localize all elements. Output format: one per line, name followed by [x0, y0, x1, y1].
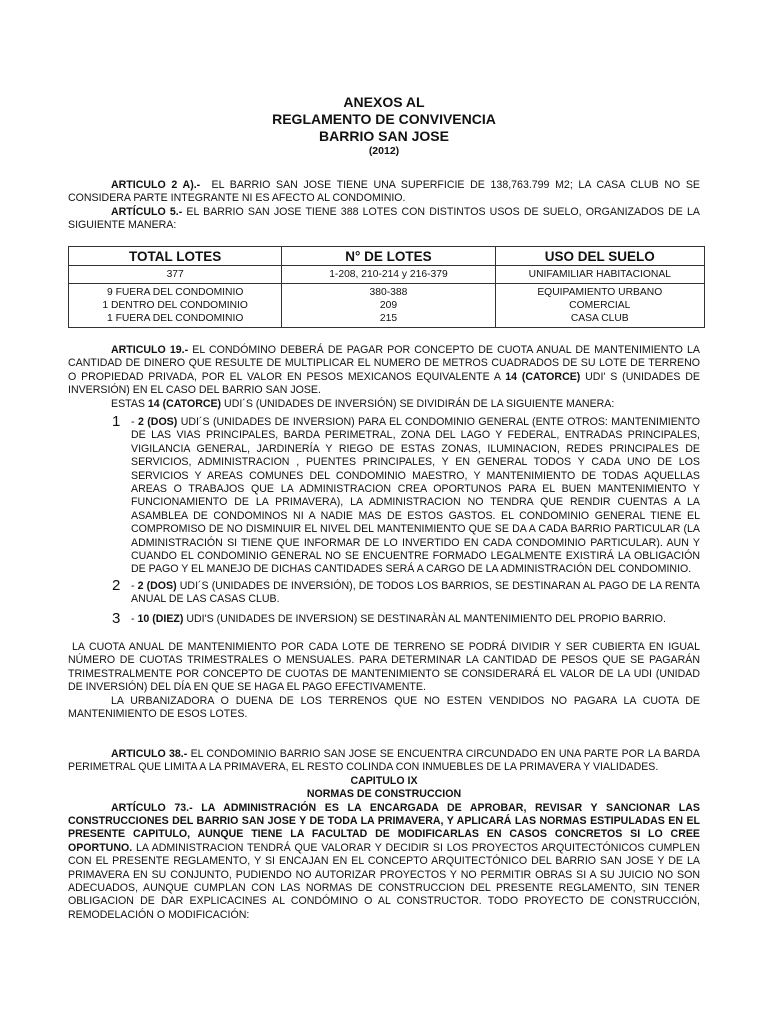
- article-38-label: ARTICULO 38.-: [111, 748, 188, 760]
- article-19-bold-a: 14 (CATORCE): [505, 370, 581, 383]
- article-2: [68, 179, 700, 206]
- table-header-row: [69, 247, 705, 266]
- cell-line: 1 DENTRO DEL CONDOMINIO: [102, 300, 248, 311]
- list-dash: -: [131, 580, 138, 592]
- article-19-text-a: EL CONDÓMINO DEBERÁ DE PAGAR POR CONCEPTO DE CUOTA ANUAL DE MANTENIMIENTO LA CANTIDAD DE DINERO QUE RESULTE DE MULTIPLICAR EL NUMERO DE METROS CUADRADOS DE SU LOTE DE TERRENO O PROPIEDAD PRIVADA, POR EL VALOR EN PESOS MEXICANOS EQUIVALENTE A: [68, 344, 700, 383]
- table-cell: UNIFAMILIAR HABITACIONAL: [495, 266, 704, 284]
- list-item-body: UDI'S (UNIDADES DE INVERSION) SE DESTINARÀN AL MANTENIMIENTO DEL PROPIO BARRIO.: [186, 613, 666, 625]
- list-item-bold: 2 (DOS): [137, 416, 178, 428]
- cell-line: 9 FUERA DEL CONDOMINIO: [106, 287, 244, 298]
- table-cell: [495, 284, 704, 328]
- division-list-3: [68, 610, 700, 627]
- article-38: [68, 748, 700, 775]
- table-cell: [69, 284, 282, 328]
- article-19-text-b: UDI' S (UNIDADES DE INVERSIÓN) EN EL CASO DEL BARRIO SAN JOSE.: [68, 370, 700, 397]
- list-item: [68, 413, 700, 577]
- estas-post: UDI´S (UNIDADES DE INVERSIÓN) SE DIVIDIRÁN DE LA SIGUIENTE MANERA:: [224, 397, 615, 410]
- article-73-text: LA ADMINISTRACION TENDRÁ QUE VALORAR Y DECIDIR SI LOS PROYECTOS ARQUITECTÓNICOS CUMPLEN CON EL PRESENTE REGLAMENTO, Y SI ENCAJAN EN EL CONCEPTO ARQUITECTÓNICO DEL BARRIO SAN JOSE Y DE LA PRIMAVERA EN SU CONJUNTO, PUDIENDO NO AUTORIZAR PROYECTOS Y NO PERMITIR OBRAS SI A SU JUICIO NO SON ADECUADOS, AUNQUE CUMPLAN CON LAS NORMAS DE CONSTRUCCION DEL PRESENTE REGLAMENTO, SIN TENER OBLIGACION DE DAR EXPLICACINES AL CONDÓMINO O AL CONSTRUCTOR. TODO PROYECTO DE CONSTRUCCIÓN, REMODELACIÓN O MODIFICACIÓN:: [68, 841, 700, 921]
- list-dash: -: [131, 416, 138, 428]
- list-item-bold: 2 (DOS): [137, 580, 177, 592]
- list-item-text: [131, 580, 700, 607]
- chapter-title: CAPITULO IX: [350, 774, 418, 787]
- header-numero-lotes: N° DE LOTES: [282, 247, 495, 266]
- article-2-label: ARTICULO 2 A).-: [111, 179, 201, 191]
- cell-line: 209: [379, 300, 398, 311]
- list-item: [68, 610, 700, 627]
- header-total-lotes: TOTAL LOTES: [69, 247, 282, 266]
- list-number: 1: [112, 413, 121, 430]
- list-item-text: [131, 416, 700, 577]
- list-item-body: UDI´S (UNIDADES DE INVERSIÓN), DE TODOS LOS BARRIOS, SE DESTINARAN AL PAGO DE LA RENTA ANUAL DE LAS CASAS CLUB.: [131, 580, 700, 606]
- cell-line: 380-388: [369, 287, 408, 298]
- article-19-block: [68, 344, 700, 411]
- division-list-2: [68, 577, 700, 607]
- urbanizadora-paragraph: LA URBANIZADORA O DUENA DE LOS TERRENOS QUE NO ESTEN VENDIDOS NO PAGARA LA CUOTA DE MANTENIMIENTO DE ESOS LOTES.: [68, 694, 700, 721]
- article-38-text: EL CONDOMINIO BARRIO SAN JOSE SE ENCUENTRA CIRCUNDADO EN UNA PARTE POR LA BARDA PERIMETRAL QUE LIMITA A LA PRIMAVERA, EL RESTO COLINDA CON INMUEBLES DE LA PRIMAVERA Y VIALIDADES.: [68, 748, 700, 774]
- title-year: (2012): [368, 145, 400, 157]
- estas-bold: 14 (CATORCE): [147, 397, 222, 410]
- cuota-paragraph: LA CUOTA ANUAL DE MANTENIMIENTO POR CADA LOTE DE TERRENO SE PODRÁ DIVIDIR Y SER CUBIERTA EN IGUAL NÚMERO DE CUOTAS TRIMESTRALES O MENSUALES. PARA DETERMINAR LA CANTIDAD DE PESOS QUE SE PAGARÁN TRIMESTRALMENTE POR CONCEPTO DE CUOTAS DE MANTENIMIENTO SE CONSIDERARÁ EL VALOR DE LA UDI (UNIDAD DE INVERSIÓN) DEL DÍA EN QUE SE HAGA EL PAGO EFECTIVAMENTE.: [68, 641, 700, 694]
- header-uso-suelo: USO DEL SUELO: [495, 247, 704, 266]
- document-title: [0, 94, 768, 158]
- list-dash: -: [131, 613, 138, 625]
- article-5-text: EL BARRIO SAN JOSE TIENE 388 LOTES CON DISTINTOS USOS DE SUELO, ORGANIZADOS DE LA SIGUIENTE MANERA:: [68, 205, 700, 232]
- title-line-2: REGLAMENTO DE CONVIVENCIA: [272, 111, 496, 127]
- table-row: [69, 266, 705, 284]
- article-2-text: EL BARRIO SAN JOSE TIENE UNA SUPERFICIE DE 138,763.799 M2; LA CASA CLUB NO SE CONSIDERA PARTE INTEGRANTE NI ES AFECTO AL CONDOMINIO.: [68, 179, 700, 205]
- list-number: 2: [112, 577, 121, 594]
- article-38-block: [68, 748, 700, 922]
- estas-pre: ESTAS: [111, 397, 145, 410]
- article-19: [68, 344, 700, 398]
- table-cell: 1-208, 210-214 y 216-379: [282, 266, 495, 284]
- list-item-text: [131, 613, 700, 626]
- list-number: 3: [112, 610, 121, 627]
- cuota-block: [68, 641, 700, 721]
- article-19-division: [68, 398, 700, 411]
- table-cell: 377: [69, 266, 282, 284]
- chapter-subtitle: NORMAS DE CONSTRUCCION: [306, 788, 462, 801]
- table-cell: [282, 284, 495, 328]
- article-19-label: ARTICULO 19.-: [111, 344, 189, 356]
- article-5-label: ARTÍCULO 5.-: [111, 205, 183, 218]
- cell-line: 1 FUERA DEL CONDOMINIO: [106, 313, 244, 324]
- cell-line: 215: [379, 313, 398, 324]
- table-row: [69, 284, 705, 328]
- article-5: [68, 206, 700, 233]
- title-line-1: ANEXOS AL: [343, 94, 425, 110]
- cell-line: CASA CLUB: [570, 313, 629, 324]
- list-item-body: UDI´S (UNIDADES DE INVERSION) PARA EL CONDOMINIO GENERAL (ENTE OTROS: MANTENIMIENTO DE LAS VIAS PRINCIPALES, BARDA PERIMETRAL, ZONA DEL LAGO Y FEDERAL, ENTRADAS PRINCIPALES, VIGILANCIA GENERAL, JARDINERÍA Y RIEGO DE ESTAS ZONAS, ILUMINACION, REDES PRINCIPALES DE SERVICIOS, ADMINISTRACION , PUENTES PRINCIPALES, Y EN GENERAL TODOS Y CADA UNO DE LOS SERVICIOS Y AREAS COMUNES DEL CONDOMINIO MAESTRO, Y MANTENIMIENTO DE TODAS AQUELLAS AREAS O TRABAJOS QUE LA ADMINISTRACION CREA OPORTUNOS PARA EL BUEN MANTENIMIENTO Y FUNCIONAMIENTO DE LA PRIMAVERA), LA ADMINISTRACION NO TENDRA QUE RENDIR CUENTAS A LA ASAMBLEA DE CONDOMINOS NI A NADIE MAS DE ESTOS GASTOS. EL CONDOMINIO GENERAL TIENE EL COMPROMISO DE NO DISMINUIR EL NIVEL DEL MANTENIMIENTO QUE SE DA A CADA BARRIO PARTICULAR (LA ADMINISTRACIÓN SI TIENE QUE INFORMAR DE LO INVERTIDO EN CADA CONDOMINIO PARTICULAR). AUN Y CUANDO EL CONDOMINIO GENERAL NO SE ENCUENTRE FORMADO LEGALMENTE EXISTIRÁ LA OBLIGACIÓN DE PAGO Y EL MANEJO DE DICHAS CANTIDADES SERÁ A CARGO DE LA ADMINISTRACIÓN DEL CONDOMINIO.: [131, 416, 700, 576]
- cell-line: COMERCIAL: [569, 300, 631, 311]
- list-item: [68, 577, 700, 607]
- list-item-bold: 10 (DIEZ): [137, 613, 184, 625]
- lots-table: [68, 246, 705, 328]
- article-73: [68, 802, 700, 923]
- article-73-label: ARTÍCULO 73.-: [111, 801, 193, 814]
- title-line-3: BARRIO SAN JOSE: [319, 128, 449, 144]
- articles-intro: [68, 179, 700, 233]
- article-73-bold-text: LA ADMINISTRACIÓN ES LA ENCARGADA DE APROBAR, REVISAR Y SANCIONAR LAS CONSTRUCCIONES DEL BARRIO SAN JOSE Y DE TODA LA PRIMAVERA, Y APLICARÁ LAS NORMAS ESTIPULADAS EN EL PRESENTE CAPITULO, AUNQUE TIENE LA FACULTAD DE MODIFICARLAS EN CASOS CONCRETOS SI LO CREE OPORTUNO.: [68, 801, 700, 854]
- cell-line: EQUIPAMIENTO URBANO: [537, 287, 663, 298]
- division-list: [68, 413, 700, 577]
